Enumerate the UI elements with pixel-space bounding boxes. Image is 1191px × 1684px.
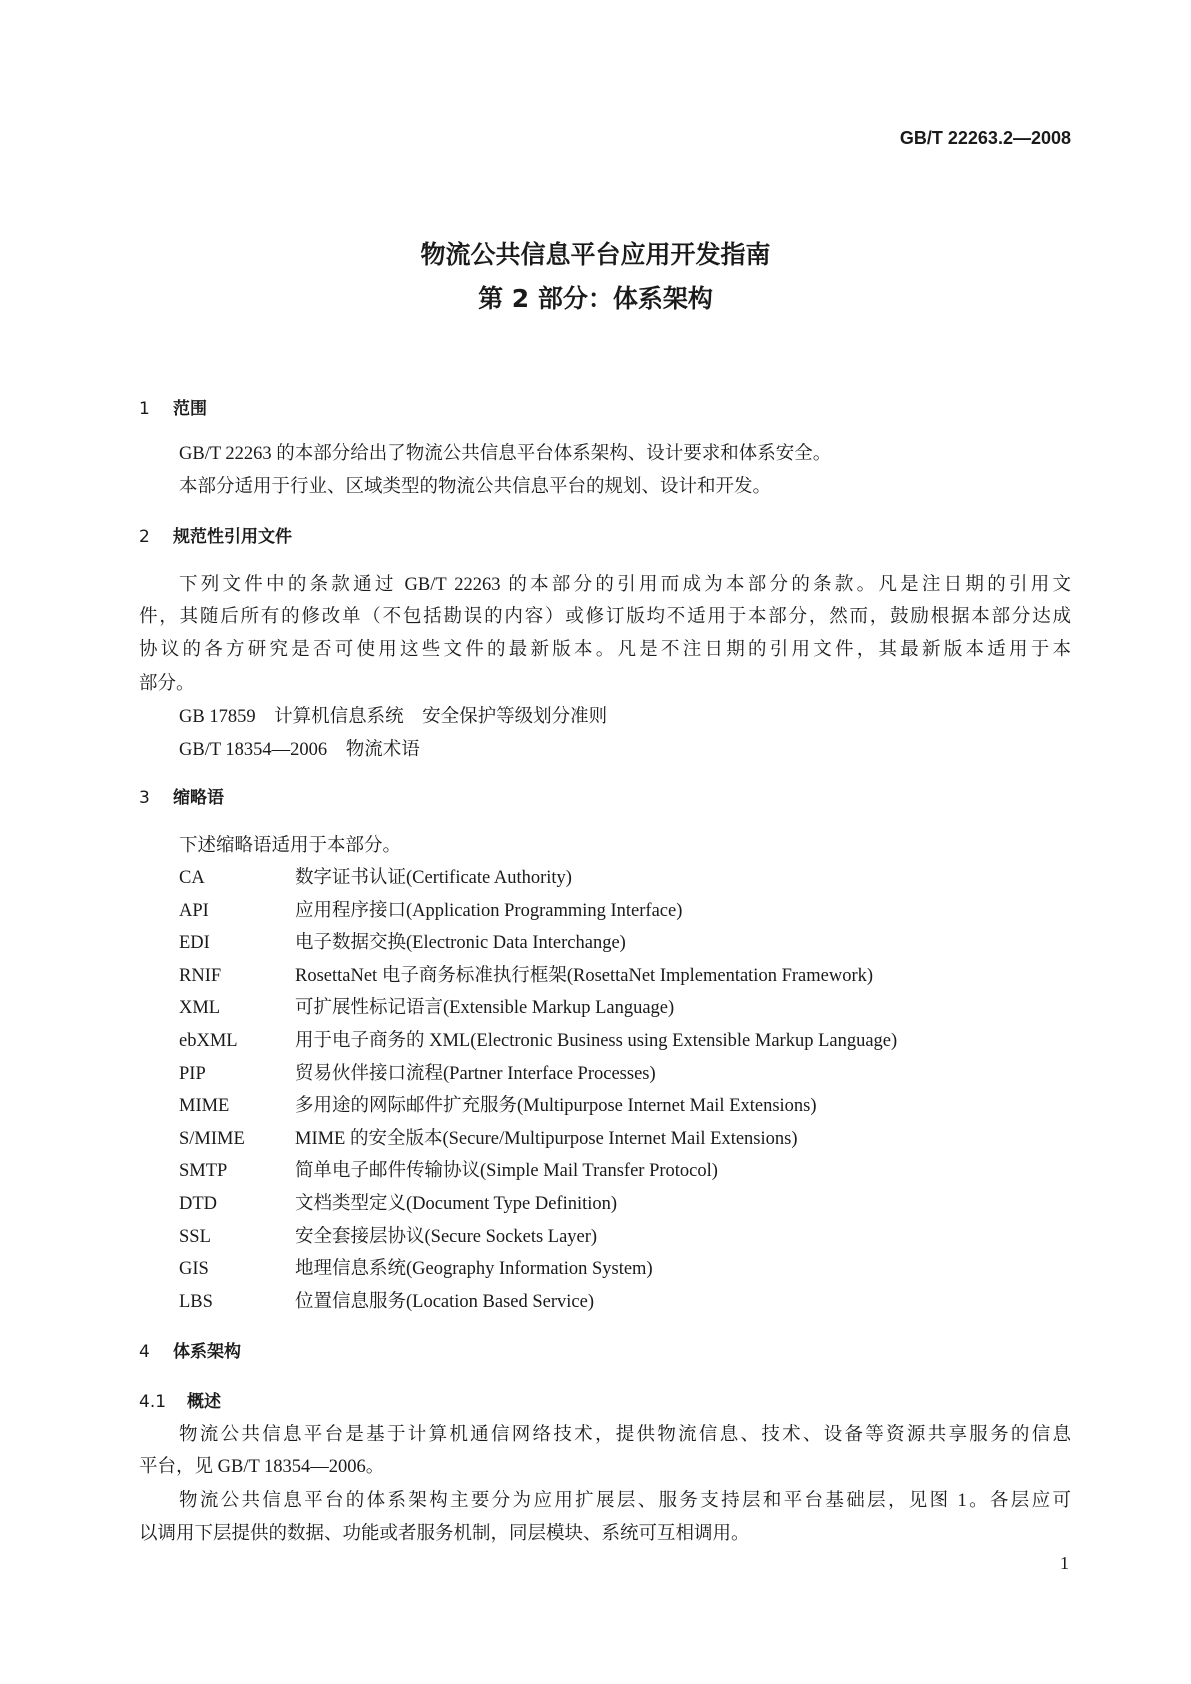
section-heading-normative-references xyxy=(139,525,292,549)
scope-line: GB/T 22263 的本部分给出了物流公共信息平台体系架构、设计要求和体系安全。 xyxy=(179,444,832,464)
abbreviation-definition: 数字证书认证(Certificate Authority) xyxy=(295,868,572,888)
abbreviation-item xyxy=(179,996,674,1020)
paragraph-line: 部分。 xyxy=(139,674,195,694)
abbreviation-definition: 地理信息系统(Geography Information System) xyxy=(295,1259,653,1280)
abbreviation-definition: 贸易伙伴接口流程(Partner Interface Processes) xyxy=(295,1063,656,1084)
abbreviation-item xyxy=(179,1062,656,1086)
section-title: 体系架构 xyxy=(173,1342,241,1362)
abbreviation-definition: 电子数据交换(Electronic Data Interchange) xyxy=(295,933,626,954)
abbreviation-term: LBS xyxy=(179,1291,213,1312)
subsection-heading-overview xyxy=(139,1390,221,1414)
abbreviation-item xyxy=(179,1192,617,1216)
section-number: 2 xyxy=(139,527,150,547)
abbreviation-term: GIS xyxy=(179,1259,209,1280)
abbreviation-definition: 文档类型定义(Document Type Definition) xyxy=(295,1194,618,1214)
section-heading-scope xyxy=(139,397,207,421)
reference-item xyxy=(179,705,607,729)
abbreviation-item xyxy=(179,931,626,955)
abbreviation-term: API xyxy=(179,900,209,921)
reference-name: 计算机信息系统 安全保护等级划分准则 xyxy=(274,707,608,727)
abbreviation-item xyxy=(179,1094,817,1118)
abbreviation-item xyxy=(179,1159,718,1183)
abbreviation-definition: MIME 的安全版本(Secure/Multipurpose Internet Mail Extensions) xyxy=(295,1128,798,1149)
paragraph-line: 下列文件中的条款通过 GB/T 22263 的本部分的引用而成为本部分的条款。凡是注日期的引用文 xyxy=(179,575,1071,595)
paragraph-line: 件，其随后所有的修改单（不包括勘误的内容）或修订版均不适用于本部分，然而，鼓励根据本部分达成 xyxy=(139,607,1071,627)
section-title: 规范性引用文件 xyxy=(173,527,292,547)
section-number: 1 xyxy=(139,399,150,419)
abbreviation-definition: 多用途的网际邮件扩充服务(Multipurpose Internet Mail Extensions) xyxy=(295,1096,817,1117)
abbreviation-term: CA xyxy=(179,868,205,888)
abbreviation-term: ebXML xyxy=(179,1031,238,1051)
page-number: 1 xyxy=(1060,1553,1069,1573)
abbreviation-term: MIME xyxy=(179,1096,230,1117)
section-heading-architecture xyxy=(139,1340,241,1364)
subsection-title: 概述 xyxy=(187,1392,221,1412)
abbreviation-definition: 位置信息服务(Location Based Service) xyxy=(295,1291,595,1312)
abbreviation-term: SSL xyxy=(179,1226,211,1247)
paragraph-line: 以调用下层提供的数据、功能或者服务机制，同层模块、系统可互相调用。 xyxy=(139,1524,750,1544)
abbreviation-term: S/MIME xyxy=(179,1128,245,1149)
reference-code: GB/T 18354—2006 xyxy=(179,740,328,760)
document-title: 物流公共信息平台应用开发指南 xyxy=(420,240,771,269)
standard-number: GB/T 22263.2—2008 xyxy=(899,128,1071,148)
reference-code: GB 17859 xyxy=(179,707,256,727)
section-number: 3 xyxy=(139,788,150,808)
paragraph-line: 平台，见 GB/T 18354—2006。 xyxy=(139,1457,385,1477)
paragraph-line: 物流公共信息平台是基于计算机通信网络技术，提供物流信息、技术、设备等资源共享服务的信息 xyxy=(179,1425,1071,1445)
abbreviation-item xyxy=(179,899,682,923)
paragraph-line: 协议的各方研究是否可使用这些文件的最新版本。凡是不注日期的引用文件，其最新版本适用于本 xyxy=(139,640,1071,660)
abbreviation-item xyxy=(179,1127,798,1151)
abbreviation-item xyxy=(179,1290,594,1314)
abbreviation-term: PIP xyxy=(179,1063,206,1084)
abbreviation-term: XML xyxy=(179,998,221,1019)
abbreviation-term: RNIF xyxy=(179,965,222,986)
abbreviation-item xyxy=(179,866,572,890)
scope-line: 本部分适用于行业、区域类型的物流公共信息平台的规划、设计和开发。 xyxy=(179,477,772,497)
abbreviation-term: EDI xyxy=(179,933,210,954)
subsection-number: 4.1 xyxy=(139,1392,167,1412)
abbreviations-intro: 下述缩略语适用于本部分。 xyxy=(179,836,402,856)
reference-item xyxy=(179,738,420,762)
paragraph-line: 物流公共信息平台的体系架构主要分为应用扩展层、服务支持层和平台基础层，见图 1。各层应可 xyxy=(179,1491,1071,1511)
document-subtitle: 第 2 部分：体系架构 xyxy=(478,284,713,313)
abbreviation-definition: 应用程序接口(Application Programming Interface) xyxy=(295,900,683,921)
abbreviation-definition: 简单电子邮件传输协议(Simple Mail Transfer Protocol) xyxy=(295,1161,718,1182)
abbreviation-item xyxy=(179,1029,897,1053)
abbreviation-definition: 可扩展性标记语言(Extensible Markup Language) xyxy=(295,998,675,1019)
section-heading-abbreviations xyxy=(139,786,224,810)
abbreviation-definition: 用于电子商务的 XML(Electronic Business using Extensible Markup Language) xyxy=(295,1031,898,1051)
abbreviation-item xyxy=(179,1257,653,1281)
section-title: 范围 xyxy=(173,399,207,419)
reference-name: 物流术语 xyxy=(345,740,420,760)
abbreviation-item xyxy=(179,964,873,988)
abbreviation-term: SMTP xyxy=(179,1161,228,1182)
abbreviation-definition: RosettaNet 电子商务标准执行框架(RosettaNet Implementation Framework) xyxy=(295,965,874,986)
abbreviation-item xyxy=(179,1225,597,1249)
section-title: 缩略语 xyxy=(173,788,224,808)
abbreviation-term: DTD xyxy=(179,1194,218,1214)
abbreviation-definition: 安全套接层协议(Secure Sockets Layer) xyxy=(295,1226,598,1247)
section-number: 4 xyxy=(139,1342,150,1362)
